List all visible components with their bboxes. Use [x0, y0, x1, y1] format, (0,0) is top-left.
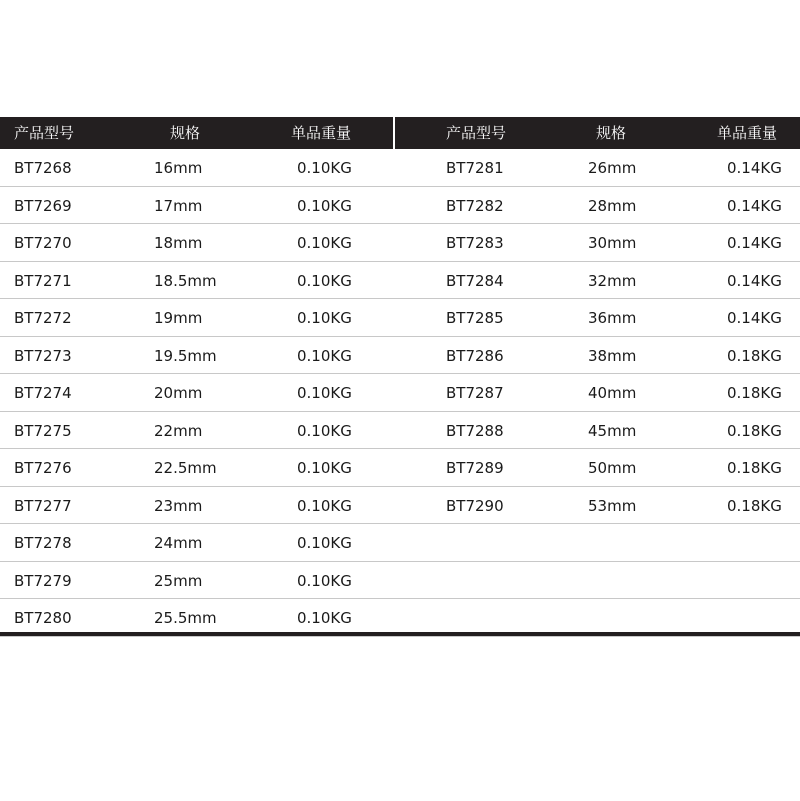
model-cell: BT7280	[14, 609, 72, 627]
model-cell: BT7281	[446, 159, 504, 177]
table-row	[0, 599, 400, 637]
weight-cell: 0.14KG	[727, 234, 782, 252]
header-spec: 规格	[170, 124, 201, 142]
weight-cell: 0.14KG	[727, 159, 782, 177]
model-cell: BT7285	[446, 309, 504, 327]
model-cell: BT7269	[14, 196, 72, 215]
table-row	[0, 412, 400, 450]
table-row	[0, 262, 400, 300]
table-row	[0, 562, 400, 600]
right-panel	[400, 117, 800, 637]
table-row	[0, 187, 400, 225]
header-row	[0, 117, 400, 149]
table-row	[0, 224, 400, 262]
weight-cell: 0.18KG	[727, 496, 782, 515]
table-row	[400, 262, 800, 300]
table-row	[0, 449, 400, 487]
model-cell: BT7290	[446, 496, 504, 515]
model-cell: BT7274	[14, 384, 72, 402]
table-row	[0, 149, 400, 187]
table-row	[400, 299, 800, 337]
table-row	[400, 562, 800, 600]
weight-cell: 0.10KG	[297, 271, 352, 290]
spec-cell: 24mm	[154, 534, 203, 552]
right-rows	[400, 149, 800, 637]
spec-cell: 45mm	[588, 421, 637, 440]
table-row	[400, 599, 800, 637]
model-cell: BT7273	[14, 346, 72, 365]
table-row	[400, 524, 800, 562]
weight-cell: 0.18KG	[727, 459, 782, 477]
table-row	[0, 299, 400, 337]
model-cell: BT7283	[446, 234, 504, 252]
spec-cell: 36mm	[588, 309, 637, 327]
weight-cell: 0.10KG	[297, 384, 352, 402]
model-cell: BT7286	[446, 346, 504, 365]
model-cell: BT7268	[14, 159, 72, 177]
weight-cell: 0.14KG	[727, 271, 782, 290]
spec-table	[0, 117, 800, 636]
weight-cell: 0.10KG	[297, 496, 352, 515]
model-cell: BT7272	[14, 309, 72, 327]
spec-cell: 50mm	[588, 459, 637, 477]
spec-cell: 30mm	[588, 234, 637, 252]
model-cell: BT7270	[14, 234, 72, 252]
model-cell: BT7279	[14, 571, 72, 590]
spec-cell: 26mm	[588, 159, 637, 177]
spec-cell: 32mm	[588, 271, 637, 290]
left-panel	[0, 117, 400, 637]
spec-cell: 38mm	[588, 346, 637, 365]
table-row	[400, 374, 800, 412]
model-cell: BT7289	[446, 459, 504, 477]
spec-cell: 19.5mm	[154, 346, 217, 365]
spec-cell: 23mm	[154, 496, 203, 515]
weight-cell: 0.18KG	[727, 346, 782, 365]
spec-cell: 19mm	[154, 309, 203, 327]
table-row	[400, 187, 800, 225]
table-row	[400, 224, 800, 262]
spec-cell: 16mm	[154, 159, 203, 177]
weight-cell: 0.10KG	[297, 459, 352, 477]
weight-cell: 0.10KG	[297, 234, 352, 252]
spec-cell: 28mm	[588, 196, 637, 215]
weight-cell: 0.18KG	[727, 421, 782, 440]
table-row	[0, 337, 400, 375]
header-model: 产品型号	[446, 124, 507, 142]
table-row	[400, 412, 800, 450]
spec-cell: 20mm	[154, 384, 203, 402]
bottom-rule	[0, 632, 800, 636]
model-cell: BT7278	[14, 534, 72, 552]
table-row	[400, 487, 800, 525]
header-row	[400, 117, 800, 149]
table-row	[0, 524, 400, 562]
weight-cell: 0.10KG	[297, 534, 352, 552]
weight-cell: 0.18KG	[727, 384, 782, 402]
table-row	[0, 374, 400, 412]
weight-cell: 0.14KG	[727, 196, 782, 215]
weight-cell: 0.10KG	[297, 421, 352, 440]
header-weight: 单品重量	[717, 124, 778, 142]
model-cell: BT7276	[14, 459, 72, 477]
model-cell: BT7271	[14, 271, 72, 290]
spec-cell: 25mm	[154, 571, 203, 590]
spec-cell: 22.5mm	[154, 459, 217, 477]
model-cell: BT7282	[446, 196, 504, 215]
model-cell: BT7275	[14, 421, 72, 440]
spec-cell: 22mm	[154, 421, 203, 440]
weight-cell: 0.10KG	[297, 196, 352, 215]
weight-cell: 0.10KG	[297, 609, 352, 627]
weight-cell: 0.10KG	[297, 346, 352, 365]
model-cell: BT7288	[446, 421, 504, 440]
model-cell: BT7287	[446, 384, 504, 402]
model-cell: BT7284	[446, 271, 504, 290]
spec-cell: 18mm	[154, 234, 203, 252]
weight-cell: 0.10KG	[297, 309, 352, 327]
spec-cell: 17mm	[154, 196, 203, 215]
left-rows	[0, 149, 400, 637]
spec-cell: 18.5mm	[154, 271, 217, 290]
table-row	[0, 487, 400, 525]
table-row	[400, 449, 800, 487]
spec-cell: 53mm	[588, 496, 637, 515]
header-weight: 单品重量	[291, 124, 352, 142]
spec-cell: 40mm	[588, 384, 637, 402]
model-cell: BT7277	[14, 496, 72, 515]
table-row	[400, 149, 800, 187]
spec-cell: 25.5mm	[154, 609, 217, 627]
header-model: 产品型号	[14, 124, 75, 142]
header-spec: 规格	[596, 124, 627, 142]
table-row	[400, 337, 800, 375]
weight-cell: 0.10KG	[297, 159, 352, 177]
weight-cell: 0.10KG	[297, 571, 352, 590]
weight-cell: 0.14KG	[727, 309, 782, 327]
